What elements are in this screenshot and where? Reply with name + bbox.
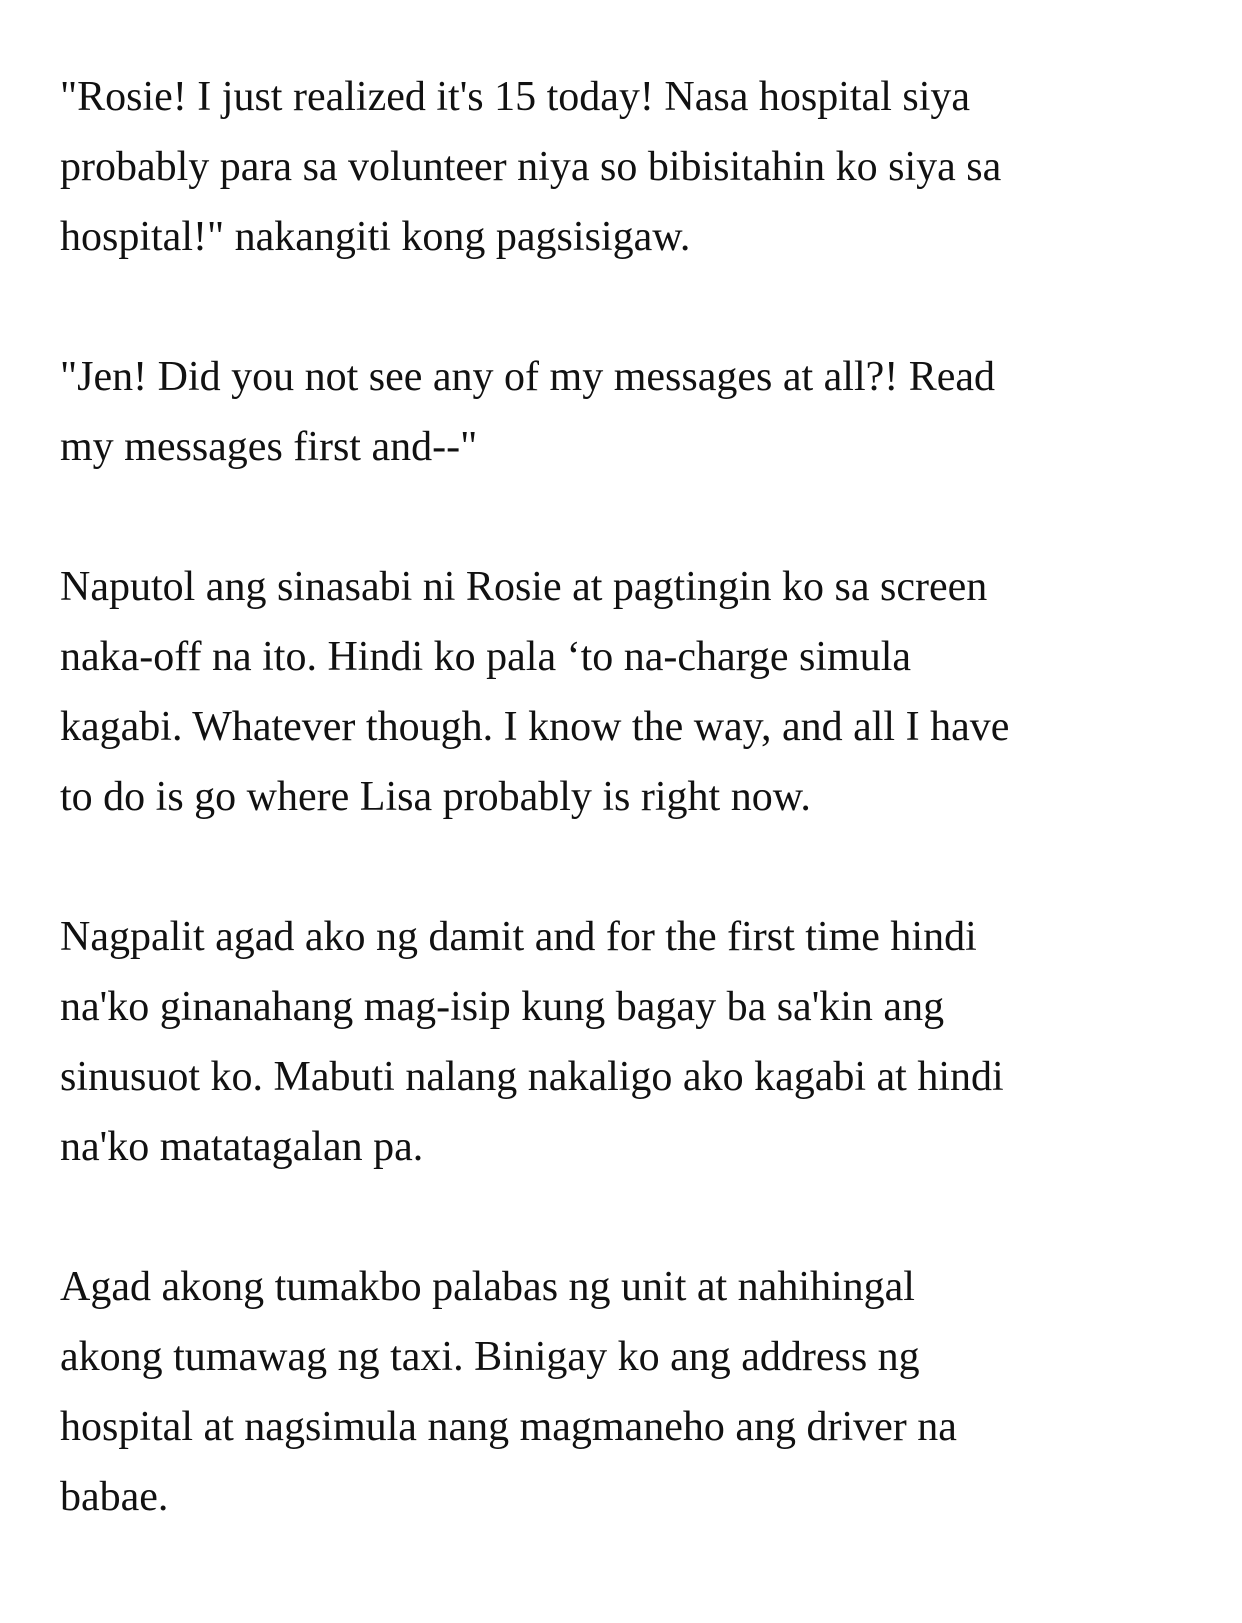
text-line: hospital!" nakangiti kong pagsisigaw.: [60, 214, 691, 260]
text-line: hospital at nagsimula nang magmaneho ang driver na: [60, 1404, 957, 1450]
paragraph-3: [60, 552, 1180, 832]
text-line: babae.: [60, 1474, 169, 1520]
paragraph-4: [60, 902, 1180, 1182]
text-line: na'ko matatagalan pa.: [60, 1124, 424, 1170]
text-line: Naputol ang sinasabi ni Rosie at pagtingin ko sa screen: [60, 564, 988, 610]
text-line: Agad akong tumakbo palabas ng unit at nahihingal: [60, 1264, 915, 1310]
text-line: probably para sa volunteer niya so bibisitahin ko siya sa: [60, 144, 1002, 190]
paragraph-5: [60, 1252, 1180, 1532]
text-line: akong tumawag ng taxi. Binigay ko ang address ng: [60, 1334, 920, 1380]
story-text: [60, 62, 1180, 1532]
paragraph-1: [60, 62, 1180, 272]
text-line: "Jen! Did you not see any of my messages at all?! Read: [60, 354, 996, 400]
text-line: Nagpalit agad ako ng damit and for the first time hindi: [60, 914, 977, 960]
text-line: naka-off na ito. Hindi ko pala ‘to na-charge simula: [60, 634, 912, 680]
text-line: to do is go where Lisa probably is right now.: [60, 774, 811, 820]
paragraph-2: [60, 342, 1180, 482]
text-line: sinusuot ko. Mabuti nalang nakaligo ako kagabi at hindi: [60, 1054, 1004, 1100]
text-line: my messages first and--": [60, 424, 478, 470]
text-line: na'ko ginanahang mag-isip kung bagay ba sa'kin ang: [60, 984, 945, 1030]
text-line: "Rosie! I just realized it's 15 today! Nasa hospital siya: [60, 74, 971, 120]
text-line: kagabi. Whatever though. I know the way, and all I have: [60, 704, 1010, 750]
